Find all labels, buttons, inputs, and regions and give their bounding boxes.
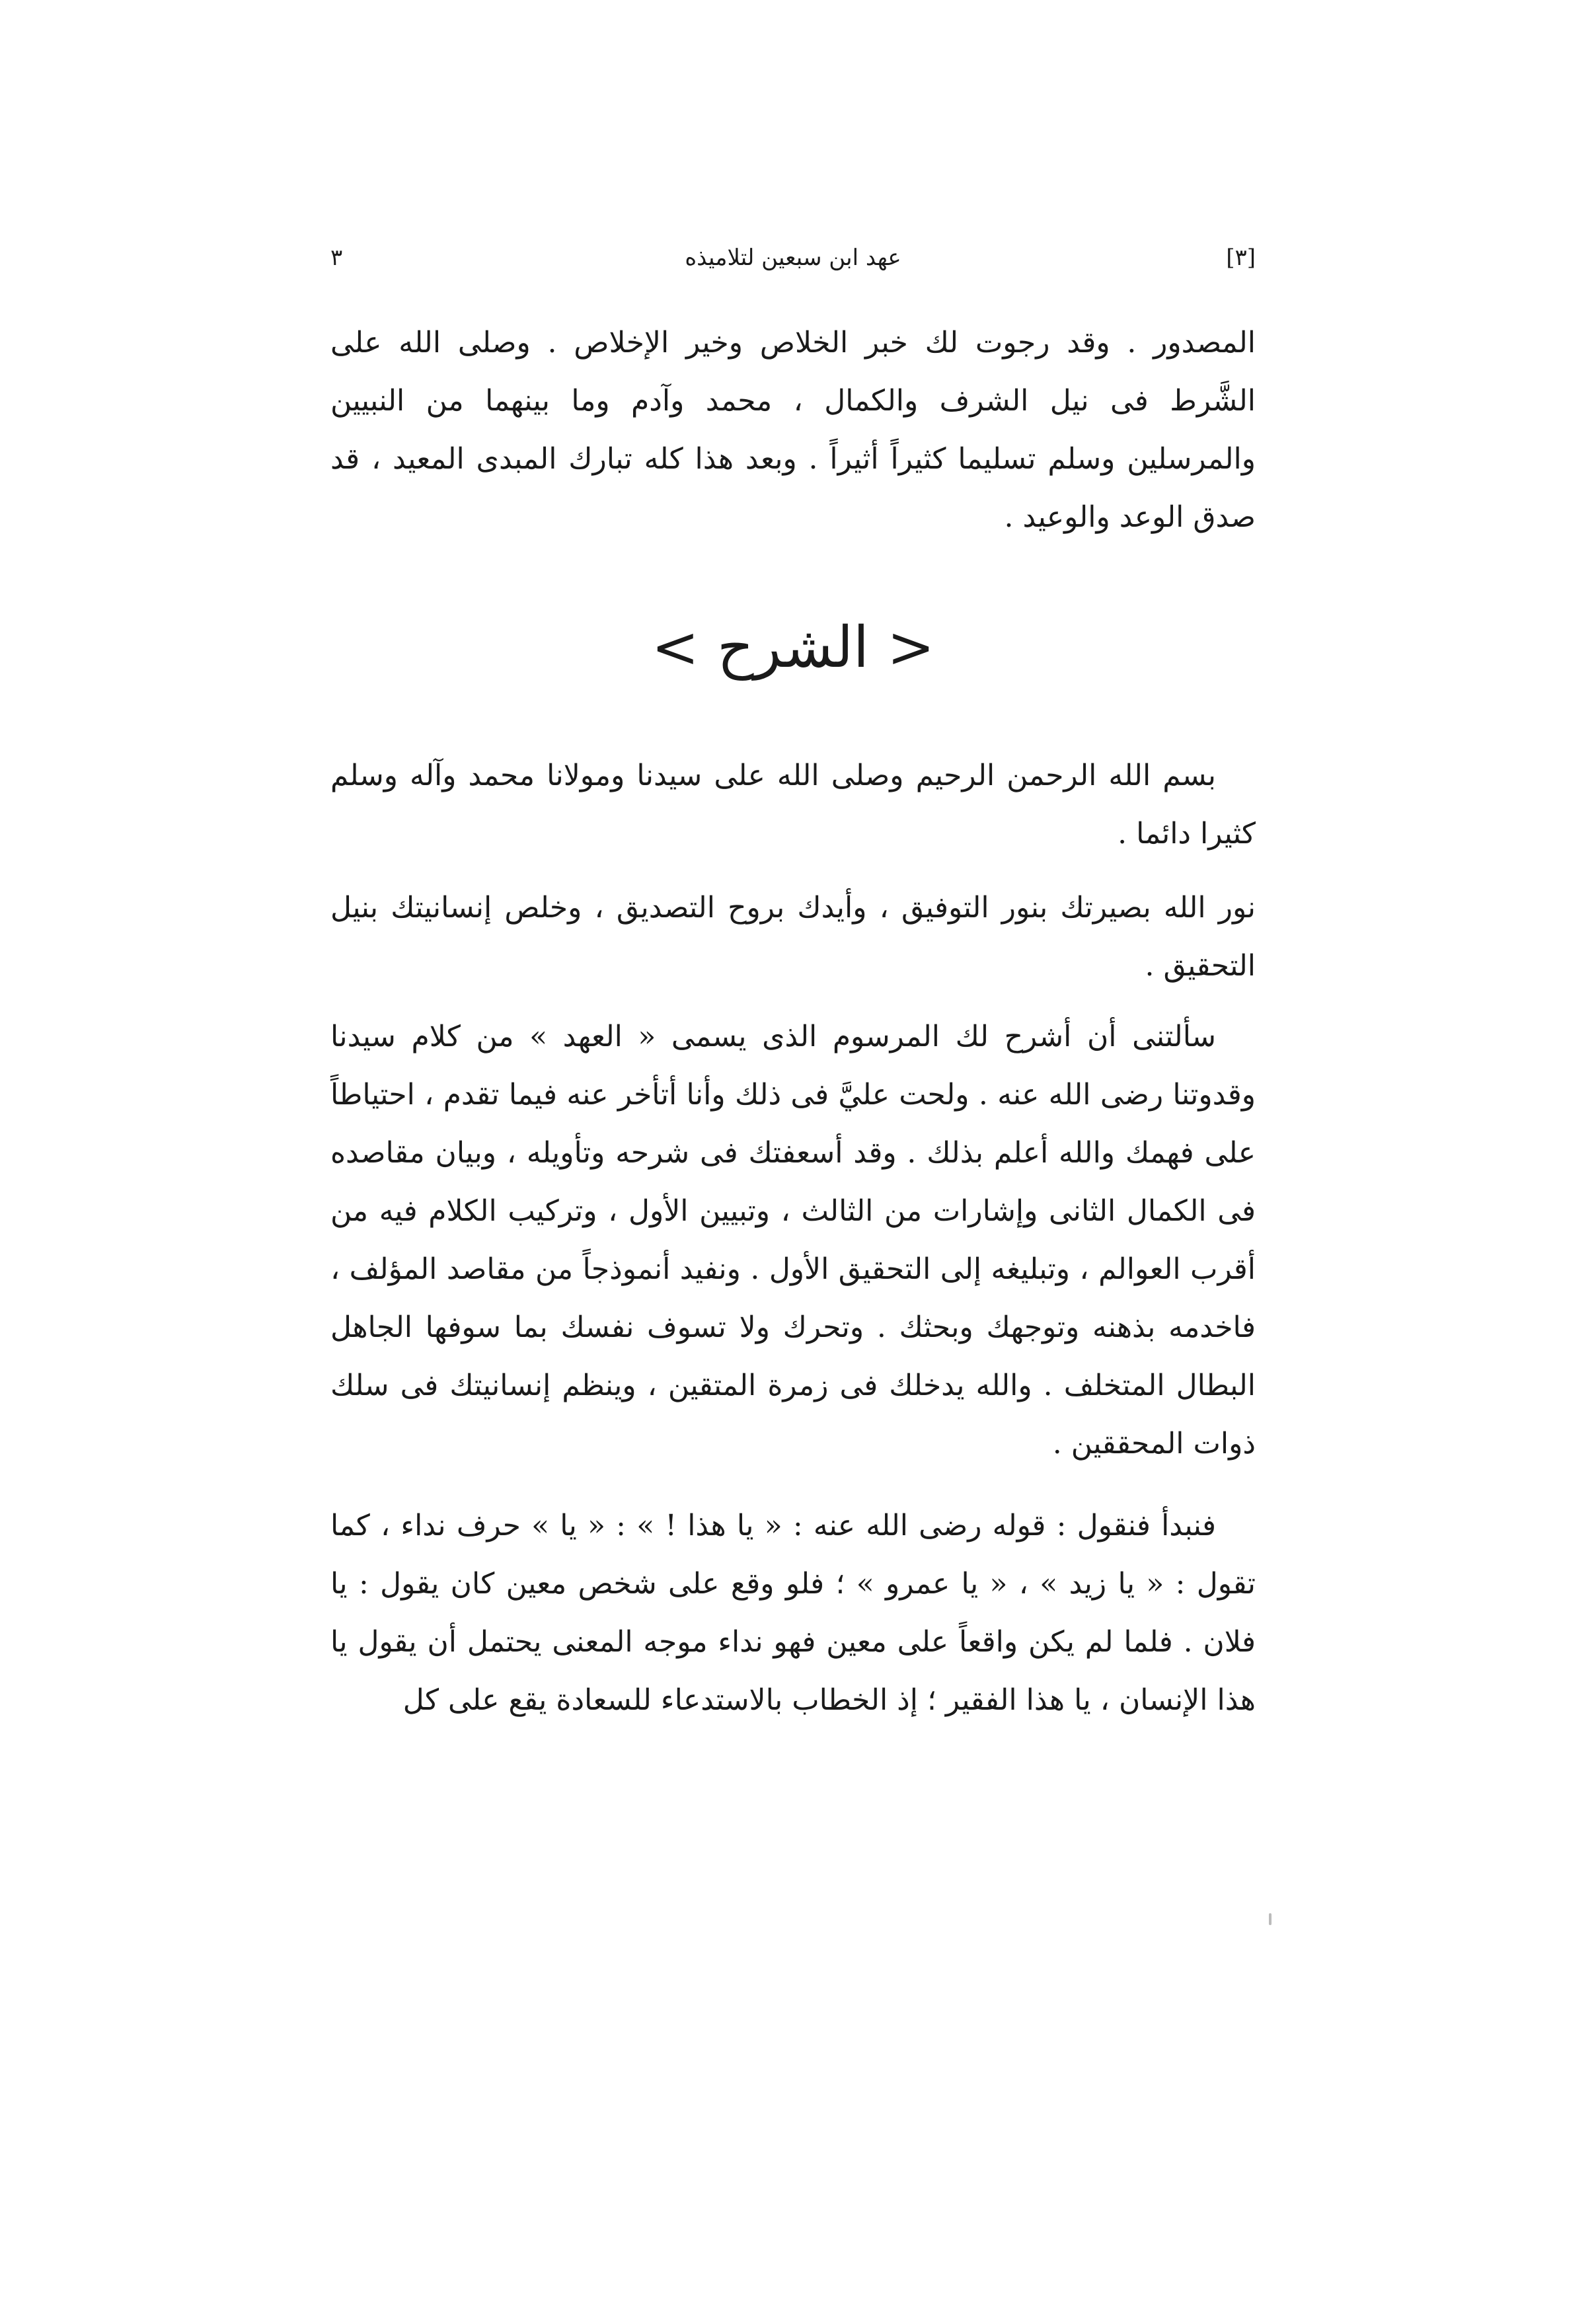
scan-speck — [1269, 1913, 1272, 1925]
section-number: [٣] — [1226, 245, 1256, 271]
paragraph-basmala: بسم الله الرحمن الرحيم وصلى الله على سيدنا ومولانا محمد وآله وسلم كثيرا دائما . — [330, 759, 1256, 851]
paragraph-purpose: سألتنى أن أشرح لك المرسوم الذى يسمى « العهد » من كلام سيدنا وقدوتنا رضى الله عنه . ولحت عليَّ فى ذلك وأنا أتأخر عنه فيما تقدم ، احتياطاً على فهمك والله أعلم بذلك . وقد أسعفتك فى شرحه وتأويله ، وبيان مقاصده فى الكمال الثانى وإشارات من الثالث ، وتبيين الأول ، وتركيب الكلام فيه من أقرب العوالم ، وتبليغه إلى التحقيق الأول . ونفيد أنموذجاً من مقاصد المؤلف ، فاخدمه بذهنه وتوجهك وبحثك . وتحرك ولا تسوف نفسك بما سوفها الجاهل البطال المتخلف . والله يدخلك فى زمرة المتقين ، وينظم إنسانيتك فى سلك ذوات المحققين . — [330, 1020, 1256, 1461]
section-heading: < الشرح > — [651, 615, 935, 681]
page-header — [330, 245, 1256, 284]
running-title: عهد ابن سبعين لتلاميذه — [685, 245, 901, 271]
page-number: ٣ — [330, 245, 343, 271]
paragraph-commentary-start: فنبدأ فنقول : قوله رضى الله عنه : « يا هذا ! » : « يا » حرف نداء ، كما تقول : « يا زيد » ، « يا عمرو » ؛ فلو وقع على شخص معين كان يقول : يا فلان . فلما لم يكن واقعاً على معين فهو نداء موجه المعنى يحتمل أن يقول يا هذا الإنسان ، يا هذا الفقير ؛ إذ الخطاب بالاستدعاء للسعادة يقع على كل — [330, 1509, 1256, 1717]
paragraph-invocation: نور الله بصيرتك بنور التوفيق ، وأيدك بروح التصديق ، وخلص إنسانيتك بنيل التحقيق . — [330, 891, 1256, 983]
paragraph-intro-ending: المصدور . وقد رجوت لك خبر الخلاص وخير الإخلاص . وصلى الله على الشَّرط فى نيل الشرف والكمال ، محمد وآدم وما بينهما من النبيين والمرسلين وسلم تسليما كثيراً أثيراً . وبعد هذا كله تبارك المبدى المعيد ، قد صدق الوعد والوعيد . — [330, 326, 1256, 534]
